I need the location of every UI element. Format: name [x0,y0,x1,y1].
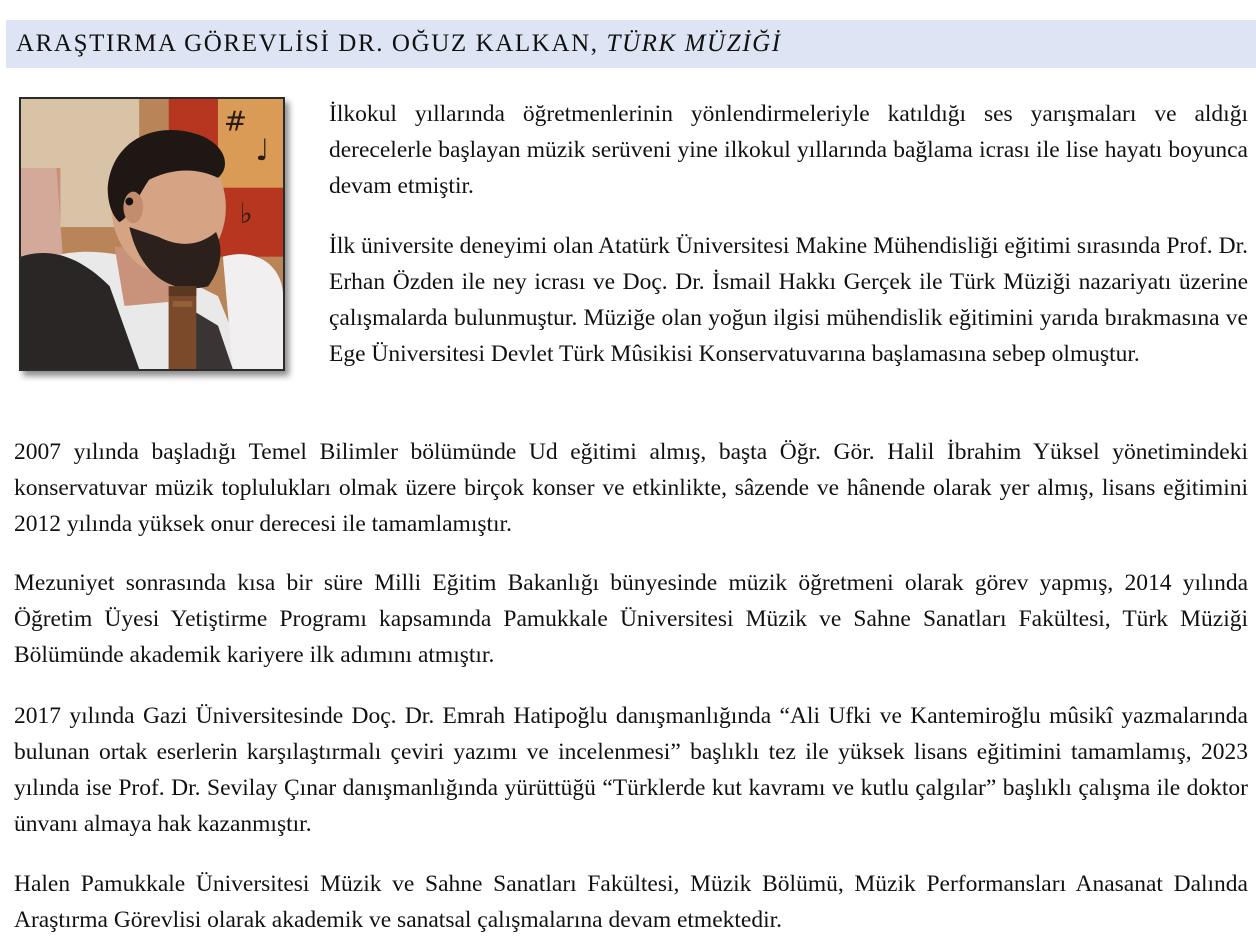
paragraph-current-position: Halen Pamukkale Üniversitesi Müzik ve Sahne Sanatları Fakültesi, Müzik Bölümü, Müzik Performansları Anasanat Dalında Araştırma Görevlisi olarak akademik ve sanatsal çalışmalarına devam etmektedir. [14,871,1248,933]
svg-text:♩: ♩ [255,133,270,168]
page-header [6,20,1256,68]
header-title: ARAŞTIRMA GÖREVLİSİ DR. OĞUZ KALKAN, [16,30,599,57]
paragraph-early-life: İlkokul yıllarında öğretmenlerinin yönlendirmeleriyle katıldığı ses yarışmaları ve aldığı derecelerle başlayan müzik serüveni yine ilkokul yıllarında bağlama icrası ile lise hayatı boyunca devam etmiştir. [329,101,1248,199]
portrait-photo [19,97,285,371]
svg-text:♭: ♭ [239,197,253,231]
header-subtitle: TÜRK MÜZİĞİ [606,30,782,57]
svg-text:#: # [223,104,248,138]
paragraph-graduate-studies: 2017 yılında Gazi Üniversitesinde Doç. Dr. Emrah Hatipoğlu danışmanlığında “Ali Ufki ve Kantemiroğlu mûsikî yazmalarında bulunan ortak eserlerin karşılaştırmalı çeviri yazımı ve incelenmesi” başlıklı tez ile yüksek lisans eğitimini tamamlamış, 2023 yılında ise Prof. Dr. Sevilay Çınar danışmanlığında yürüttüğü “Türklerde kut kavramı ve kutlu çalgılar” başlıklı çalışma ile doktor ünvanı almaya hak kazanmıştır. [14,703,1248,837]
paragraph-conservatory: 2007 yılında başladığı Temel Bilimler bölümünde Ud eğitimi almış, başta Öğr. Gör. Halil İbrahim Yüksel yönetimindeki konservatuvar müzik toplulukları olmak üzere birçok konser ve etkinlikte, sâzende ve hânende olarak yer almış, lisans eğitimini 2012 yılında yüksek onur derecesi ile tamamlamıştır. [14,439,1248,537]
paragraph-career: Mezuniyet sonrasında kısa bir süre Milli Eğitim Bakanlığı bünyesinde müzik öğretmeni olarak görev yapmış, 2014 yılında Öğretim Üyesi Yetiştirme Programı kapsamında Pamukkale Üniversitesi Müzik ve Sahne Sanatları Fakültesi, Türk Müziği Bölümünde akademik kariyere ilk adımını atmıştır. [14,570,1248,668]
paragraph-university: İlk üniversite deneyimi olan Atatürk Üniversitesi Makine Mühendisliği eğitimi sırasında Prof. Dr. Erhan Özden ile ney icrası ve Doç. Dr. İsmail Hakkı Gerçek ile Türk Müziği nazariyatı üzerine çalışmalarda bulunmuştur. Müziğe olan yoğun ilgisi mühendislik eğitimini yarıda bırakmasına ve Ege Üniversitesi Devlet Türk Mûsikisi Konservatuvarına başlamasına sebep olmuştur. [329,233,1248,367]
